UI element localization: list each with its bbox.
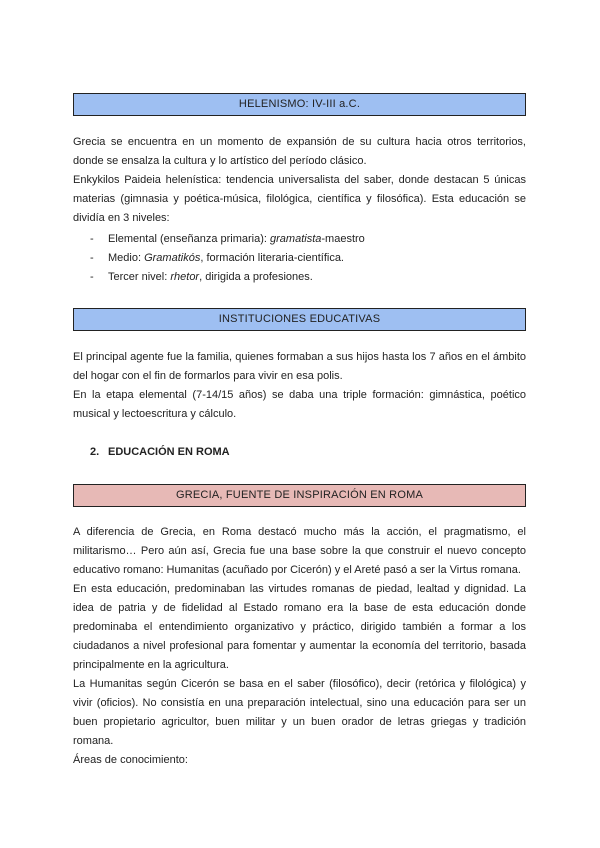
instituciones-paragraph-2: En la etapa elemental (7-14/15 años) se daba una triple formación: gimnástica, poético musical y lectoescritura y cálculo. [73, 389, 526, 420]
roma-paragraph-2: En esta educación, predominaban las virtudes romanas de piedad, lealtad y dignidad. La idea de patria y de fidelidad al Estado romano era la base de esta educación donde predominaba el entendimiento organizativo y práctico, dirigido también a formar a los ciudadanos a nivel profesional para fomentar y aumentar la economía del territorio, basada principalmente en la agricultura. [73, 583, 526, 671]
roma-heading: GRECIA, FUENTE DE INSPIRACIÓN EN ROMA [176, 489, 423, 501]
list-item [90, 249, 510, 268]
levels-list [90, 230, 510, 287]
list-dash: - [90, 252, 94, 264]
list-item-text: Elemental (enseñanza primaria): [108, 233, 271, 245]
helenismo-heading: HELENISMO: IV-III a.C. [238, 98, 361, 110]
roma-text [73, 523, 526, 770]
helenismo-paragraph-2: Enkykilos Paideia helenística: tendencia universalista del saber, donde destacan 5 únicas materias (gimnasia y poética-música, filológica, científica y filosófica). Esta educación se dividía en 3 niveles: [73, 174, 526, 224]
roma-heading-box [73, 484, 526, 507]
list-item [90, 230, 510, 249]
list-item-term: Gramatikós [144, 252, 201, 264]
helenismo-text [73, 133, 526, 228]
instituciones-paragraph-1: El principal agente fue la familia, quienes formaban a sus hijos hasta los 7 años en el ámbito del hogar con el fin de formarlos para vivir en esa polis. [73, 351, 526, 382]
list-item-text: , formación literaria-científica. [200, 252, 344, 264]
helenismo-paragraph-1: Grecia se encuentra en un momento de expansión de su cultura hacia otros territorios, donde se ensalza la cultura y lo artístico del período clásico. [73, 136, 526, 167]
list-item-text: , dirigida a profesiones. [199, 271, 313, 283]
list-dash: - [90, 233, 94, 245]
instituciones-heading: INSTITUCIONES EDUCATIVAS [218, 313, 381, 325]
instituciones-heading-box [73, 308, 526, 331]
section-title: EDUCACIÓN EN ROMA [108, 446, 230, 458]
instituciones-text [73, 348, 526, 424]
section-2-heading [90, 443, 230, 462]
list-item-text: Medio: [108, 252, 145, 264]
list-item-term: rhetor [170, 271, 200, 283]
list-dash: - [90, 271, 94, 283]
roma-paragraph-3: La Humanitas según Cicerón se basa en el saber (filosófico), decir (retórica y filológica) y vivir (oficios). No consistía en una preparación intelectual, sino una educación para ser un buen propietario agricultor, buen militar y un buen orador de letras griegas y tradición romana. [73, 678, 526, 747]
list-item-term: gramatista [270, 233, 322, 245]
section-number: 2. [90, 446, 100, 458]
list-item-text: Tercer nivel: [108, 271, 171, 283]
roma-paragraph-1: A diferencia de Grecia, en Roma destacó mucho más la acción, el pragmatismo, el militarismo… Pero aún así, Grecia fue una base sobre la que construir el nuevo concepto educativo romano: Humanitas (acuñado por Cicerón) y el Areté pasó a ser la Virtus romana. [73, 526, 526, 576]
helenismo-heading-box [73, 93, 526, 116]
list-item-text: -maestro [321, 233, 365, 245]
list-item [90, 268, 510, 287]
roma-paragraph-4: Áreas de conocimiento: [73, 754, 188, 766]
